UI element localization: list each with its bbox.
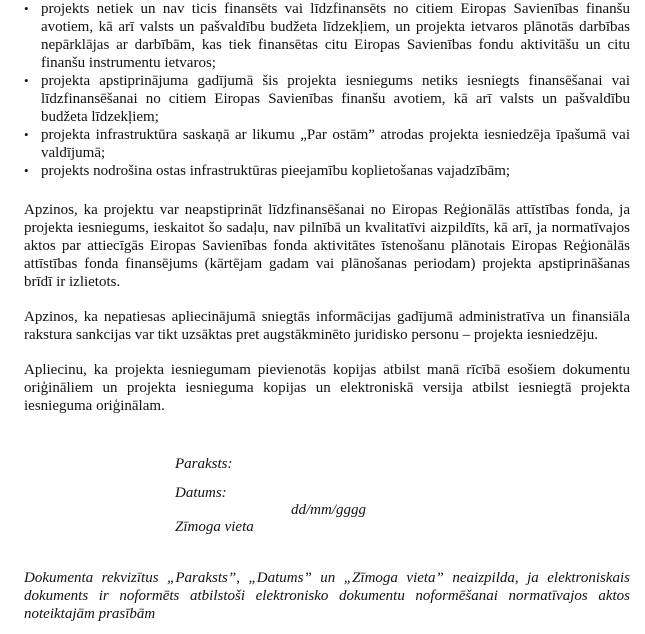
list-item-text: projekts nodrošina ostas infrastruktūras pieejamību koplietošanas vajadzībām; [41,163,511,179]
paragraph-copies-certification: Apliecinu, ka projekta iesniegumam pievienotās kopijas atbilst manā rīcībā esošiem dokumentu oriģināliem un projekta iesnieguma kopijas un elektroniskā versija atbilst iesniegtā projekta iesnieguma oriģinālam. [24,362,630,414]
footnote: Dokumenta rekvizītus „Paraksts”, „Datums” un „Zīmoga vieta” neaizpilda, ja elektroniskais dokuments ir noformēts atbilstoši elektronisko dokumentu noformēšanai normatīvajos aktos noteiktajām prasībām [24,570,630,622]
list-item [24,126,630,162]
paragraph-sanctions: Apzinos, ka nepatiesas apliecinājumā sniegtās informācijas gadījumā administratīva un finansiāla rakstura sankcijas var tikt uzsāktas pret augstākminēto juridisko personu – projekta iesniedzēju. [24,309,630,343]
date-format-hint: dd/mm/gggg [291,502,366,518]
bullet-list [24,0,630,180]
document-body [24,0,630,415]
list-item-text: projekta infrastruktūra saskaņā ar likumu „Par ostām” atrodas projekta iesniedzēja īpašumā vai valdījumā; [41,127,630,161]
bullet-icon: • [24,73,29,88]
date-label: Datums: [175,485,227,501]
bullet-icon: • [24,163,29,178]
list-item [24,162,630,180]
list-item [24,72,630,126]
bullet-icon: • [24,127,29,142]
stamp-place-label: Zīmoga vieta [175,519,254,535]
signature-label: Paraksts: [175,456,233,472]
paragraph-approval-risk: Apzinos, ka projektu var neapstiprināt līdzfinansēšanai no Eiropas Reģionālās attīstības fonda, ja projekta iesniegums, ieskaitot šo sadaļu, nav pilnībā un kvalitatīvi aizpildīts, kā arī, ja normatīvajos aktos par attiecīgās Eiropas Savienības fonda aktivitātes īstenošanu plānotais Eiropas Reģionālās attīstības fonda finansējums (kārtējam gadam vai plānošanas periodam) projekta apstiprināšanas brīdī ir izlietots. [24,202,630,290]
list-item-text: projekta apstiprinājuma gadījumā šis projekta iesniegums netiks iesniegts finansēšanai vai līdzfinansēšanai no citiem Eiropas Savienības finanšu avotiem, kā arī valsts un pašvaldību budžeta līdzekļiem; [41,73,630,125]
list-item [24,0,630,72]
bullet-icon: • [24,1,29,16]
list-item-text: projekts netiek un nav ticis finansēts vai līdzfinansēts no citiem Eiropas Savienības finanšu avotiem, kā arī valsts un pašvaldību budžeta līdzekļiem, un projekta ietvaros plānotās darbības nepārklājas ar darbībām, kas tiek finansētas citu Eiropas Savienības fondu aktivitāšu un citu finanšu instrumentu ietvaros; [41,1,630,71]
